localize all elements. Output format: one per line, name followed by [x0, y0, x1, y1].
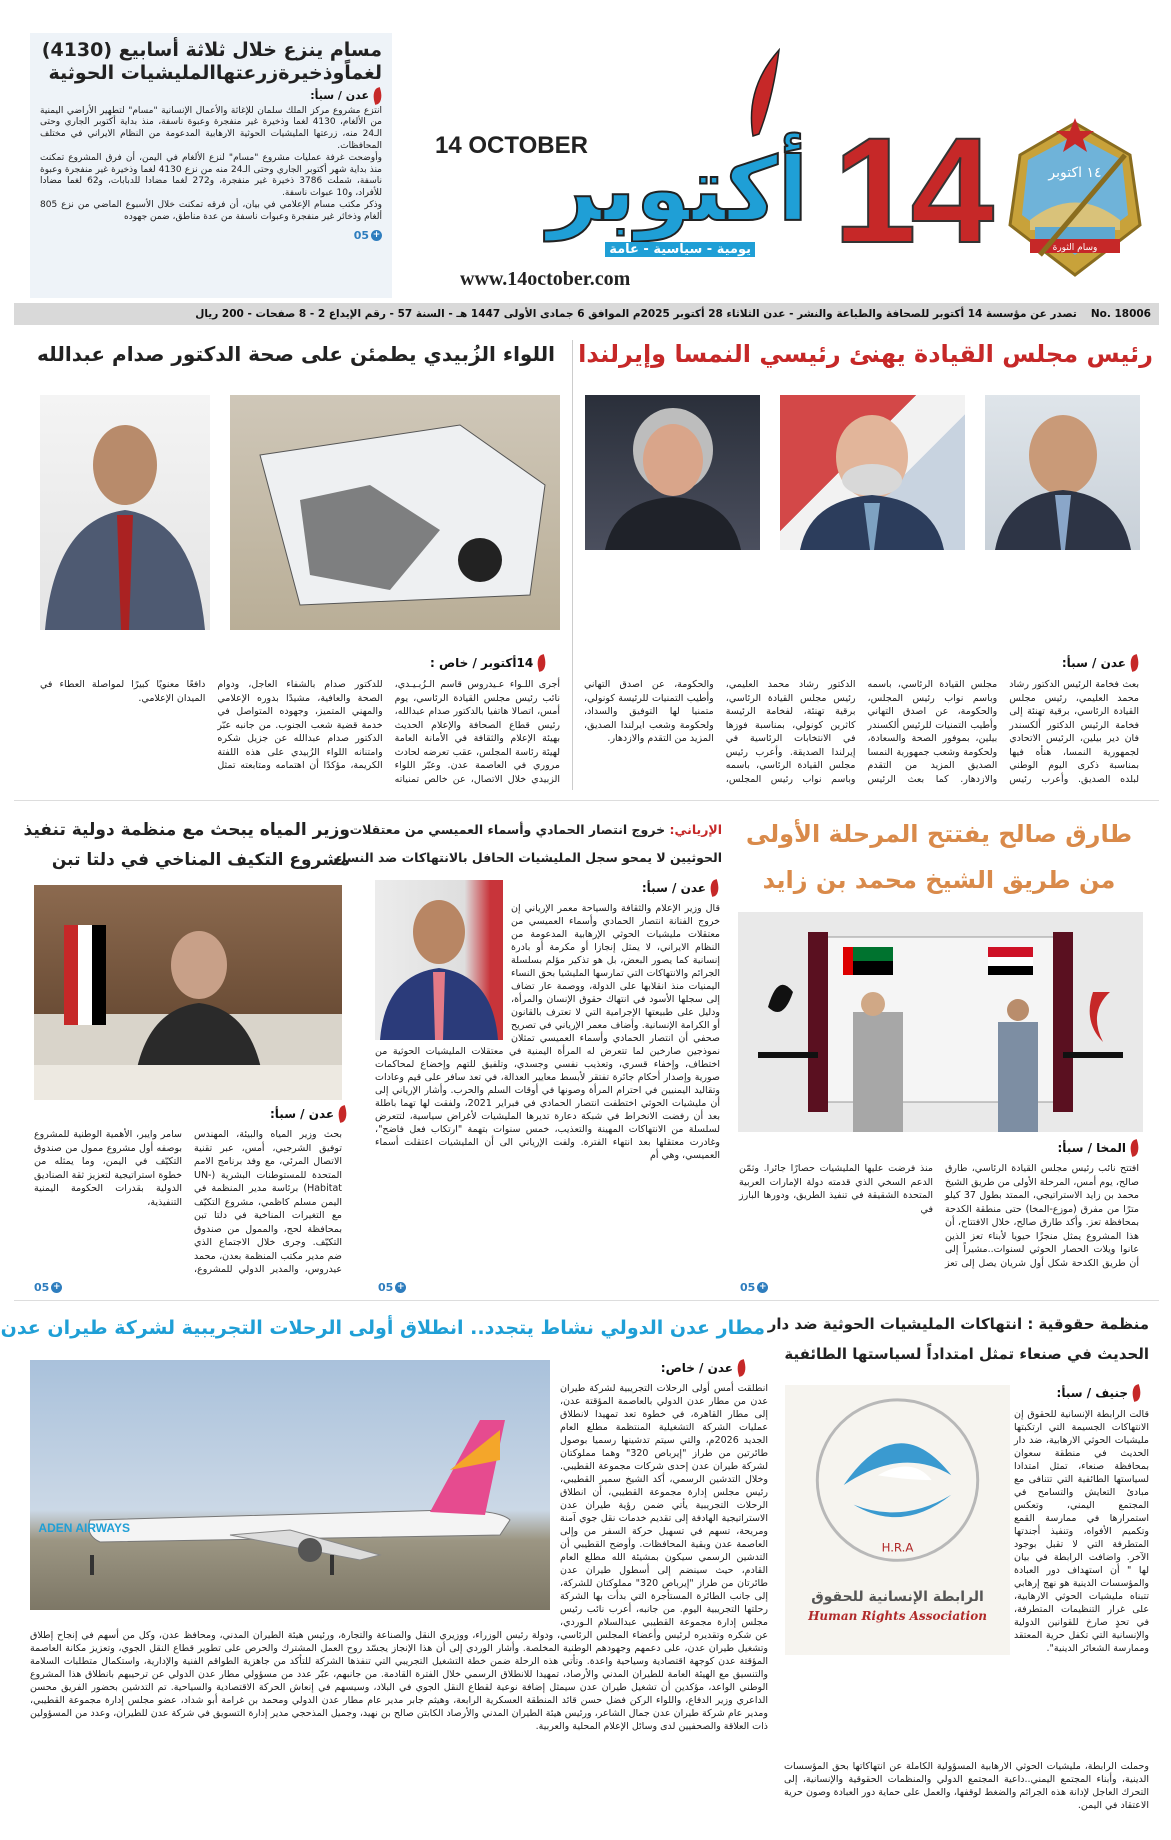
continue-link[interactable]: 05 +: [378, 1281, 405, 1294]
water-headline-1[interactable]: وزير المياه يبحث مع منظمة دولية تنفيذ: [23, 820, 350, 840]
tareq-headline-1[interactable]: طارق صالح يفتتح المرحلة الأولى: [745, 820, 1133, 848]
rights-body: قالت الرابطة الإنسانية للحقوق إن الانتهاكات الجسيمة التي ارتكبتها مليشيات الحوثي الارهابية، ضد دار الحديث في منطقة سعوان بمحافظة صنعاء، تمثل امتدادا لسياستها الطائفية التي تتنافى مع مبادئ التعايش والتسامح في المجتمع اليمني، وتعكس استمرارها في ممارسة القمع وتكميم الأفواه، وتنفيذ أجندتها المتطرفة التي لا تقبل بوجود الآخر. واضافت الرابطة في بيان لها " أن استهداف دور العبادة والمؤسسات الدينية هو نهج إرهابي تتبناه مليشيات الحوثي الارهابية، على غرار التنظيمات المتطرفة، في تحدٍ صارخ للقوانين الدولية والإنسانية التي تكفل حرية المعتقد وممارسة الشعائر الدينية".: [1014, 1409, 1149, 1654]
eryani-body-text: قال وزير الإعلام والثقافة والسياحة معمر الإرياني إن خروج الفنانة انتصار الحمادي وأسماء العميسي من معتقلات مليشيات الحوثي الإرهابية المدعومة من النظام الايراني، لا يمثل إنجازا أو مكرمة أو بادرة إنسانية كما يصور البعض، بل هو تذكير مؤلم بسلسلة الجرائم والانتهاكات التي تمارسها المليشيا بحق النساء اليمنيات منذ انقلابها على الدولة، ووصمة عار تضاف إلى سجلها الأسود في انتهاك حقوق الإنسان والمرأة، ودليل على طبيعتها الإجرامية التي لا تعترف بالقانون أو الكرامة الإنسانية. وأضاف معمر الإرياني في تصريح صحفي أن انتصار الحمادي وأسماء العميسي تمثلان نموذجين صارخين لما تتعرض له المرأة اليمنية في معتقلات المليشيات الحوثية من اختطاف، وإخفاء قسري، وتعذيب نفسي وجسدي، وتلفيق للتهم وإخضاع لمحاكمات صورية وإصدار أحكام جائرة تفتقر لأبسط معايير العدالة، في تعد سافر على قيم وعادات وتقاليد اليمنيين في احترام المرأة وصونها في أوقات السلم والحرب. وأشار الإرياني إلى أن مليشيات الحوثي اختطفت انتصار الحمادي في فبراير 2021، ولفقت لها تهما باطلة بعد أن رفضت الانخراط في شبكة دعارة تديرها المليشيات لأغراض سياسية، لتتعرض لسلسلة من الانتهاكات المهينة والتعذيب، خمس سنوات بتهمة "ارتكاب فعل فاضح"، وغادرت معتقلها بعد انتهاء الفترة. ولفت الإرياني الى أن المليشيات اعتقلت أسماء العميسي، وهي أم: [375, 903, 720, 1161]
road-inauguration-photo: [738, 912, 1143, 1132]
zubaidi-headline[interactable]: اللواء الزُبيدي يطمئن على صحة الدكتور صدام عبدالله: [37, 342, 555, 366]
dateline: عدن / سبأ:: [1062, 655, 1139, 671]
continue-link[interactable]: 05 +: [740, 1281, 767, 1294]
dateline: عدن / سبأ:: [40, 88, 382, 104]
plus-icon: +: [759, 1282, 767, 1292]
top-story-headline-1[interactable]: مسام ينزع خلال ثلاثة أسابيع (4130): [41, 39, 382, 61]
quill-icon: [336, 1105, 349, 1123]
dateline: المخا / سبأ:: [1057, 1140, 1139, 1156]
hra-arabic-name: الرابطة الإنسانية للحقوق: [811, 1589, 984, 1605]
info-bar: [14, 303, 1159, 325]
quill-icon: [1128, 654, 1141, 672]
tareq-body: افتتح نائب رئيس مجلس القيادة الرئاسي، طارق صالح، يوم أمس، المرحلة الأولى من طريق الشيخ محمد بن زايد الاستراتيجي، الممتد بطول 37 كيلو مترًا من مفرق (موزع-المخا) حتى منطقة الكدحة بمحافظة تعز. وأكد طارق صالح، خلال الافتتاح، أن هذا المشروع يمثل منجزًا حيويا لأبناء تعز الذين عانوا ويلات الحصار الحوثي لسنوات..مشيراً إلى أن طريق الكدحة شكل أول شريان يصل إلى تعز منذ فرضت عليها المليشيات حصارًا جائرا. وثمّن الدعم السخي الذي قدمته دولة الإمارات العربية المتحدة الشقيقة في تنفيذ الطريق، ودورها البارز في: [739, 1163, 1139, 1269]
leadership-headline[interactable]: رئيس مجلس القيادة يهنئ رئيسي النمسا وإيرلندا: [578, 340, 1153, 368]
emblem-ribbon: وسام الثورة: [1052, 243, 1098, 253]
airport-body-text: انطلقت أمس أولى الرحلات التجريبية لشركة طيران عدن من مطار عدن الدولي بالعاصمة المؤقتة عدن، إلى مطار القاهرة، في خطوة تعد تمهيدا لانطلاق عمليات الشركة التشغيلية المنتظمة مطلع العام الجديد 2026م، والتي سيتم تدشينها رسميا بوصول طائرتين من طراز "إيرباص 320" وهما مملوكتان لشركة طيران عدن إحدى شركات مجموعة القطيبي. وخلال التدشين الرسمي، أكد الشيخ سمير القطيبي، رئيس مجلس إدارة مجموعة القطيبي، أن انطلاق الرحلات التجريبية يأتي ضمن رؤية طيران عدن الاستراتيجية الهادفة إلى تقديم خدمات نقل جوي آمنة ومريحة، تسهم في تسهيل حركة السفر من وإلى العاصمة عدن وبقية المحافظات. وأوضح القطيبي أن التدشين الرسمي سيكون بمشيئة الله مطلع العام القادم، حيث سينضم إلى أسطول طيران عدن طائرتان من طراز "إيرباص 320" مملوكتان للشركة، إلى جانب الطائرة المستأجرة التي بدأت بها الشركة رحلتها التجريبية اليوم. من جانبه، أعرب نائب رئيس مجلس إدارة مجموعة القطيبي عبدالسلام الـوردي، عن شكره وتقديره لرئيس وأعضاء المجلس الرئاسي، ودولة رئيس الوزراء، ووزيري النقل والصناعة والتجارة، ورئيس هيئة الطيران المدني، ومحافظ عدن، وكل من أسهم في إنجاح إطلاق وتشغيل طيران عدن، على دعمهم وجهودهم الوطنية المخلصة. وأشار الوردي إلى أن هذا الإنجاز يجسّد روح العمل المشترك والحرص على تطوير قطاع النقل الجوي، وتعزيز مكانة العاصمة المؤقتة عدن كوجهة اقتصادية وسياحية واعدة. وتأتي هذه الرحلة ضمن خطة التشغيل التجريبي التي تنفذها الشركة للتأكد من جاهزية الطواقم الفنية والإدارية، واستكمال متطلبات السلامة والتنسيق مع الهيئة العامة للطيران المدني والأرصاد، تمهيدا للانطلاق الرسمي خلال الفترة القادمة. من جانبهم، عبّر عدد من مسؤولي مطار عدن الدولي عن ترحيبهم بانطلاق هذا المشروع الوطني الواعد، مؤكدين أن تشغيل طيران عدن سيمثل إضافة نوعية لقطاع النقل الجوي في البلاد، وسيسهم في إنعاش الحركة الاقتصادية والسياحية. تم التدشين بحضور الفريق محسن الداعري وزير الدفاع، واللواء الركن فضل حسن قائد المنطقة العسكرية الرابعة، وهيثم جابر مدير عام مطار عدن الدولي ومحمد بن غرامة أبو شداد، عضو مجلس إدارة مجموعة القطيبي، ومدير عام شركة طيران عدن جمال الشاعر، ورئيس هيئة الطيران المدني والأرصاد الكابتن صالح بن نهيد، وجميل المذحجي مدير إدارة التسويق في شركة عدن للطيران، وعدد من المسؤولين ذات العلاقة والصحفيين لدى وسائل الإعلام المحلية والعربية.: [30, 1383, 769, 1732]
quill-icon: [735, 1359, 748, 1377]
top-story-paragraph: وذكر مكتب مسام الإعلامي في بيان، أن فرقه تمكنت خلال الأسبوع الماضي من نزع 805 ألغام وذخائر غير منفجرة وعبوات ناسفة من عدة مناطق، ضمن جهوده: [40, 199, 382, 222]
top-story: [30, 33, 392, 298]
dateline: عدن / خاص:: [661, 1360, 746, 1376]
website-link[interactable]: www.14october.com: [460, 268, 631, 290]
water-headline-2[interactable]: مشروع التكيف المناخي في دلتا تبن: [51, 850, 350, 870]
plus-icon: +: [53, 1282, 61, 1292]
top-story-paragraph: وأوضحت غرفة عمليات مشروع "مسام" لنزع الألغام في اليمن، أن فرق المشروع تمكنت منذ بداية شهر أكتوبر الجاري وحتى الـ24 منه من نزع 4130 لغما وذخيرة غير منفجرة وعبوة ناسفة، شملت 3786 ذخيرة غير منفجرة، و272 لغما مضادا للدبابات، و62 لغما مضادا للأفراد، و10 عبوات ناسفة.: [40, 152, 382, 199]
issue-details: تصدر عن مؤسسة 14 أكتوبر للصحافة والطباعة والنشر - عدن الثلاثاء 28 أكتوبر 2025م الموافق 6 جمادى الأولى 1447 هـ - السنة 57 - رقم الإيداع 2 - 8 صفحات - 200 ريال: [195, 308, 1077, 320]
logo-english: 14 OCTOBER: [435, 132, 588, 159]
airport-headline[interactable]: مطار عدن الدولي نشاط يتجدد.. انطلاق أولى الرحلات التجريبية لشركة طيران عدن: [0, 1317, 765, 1339]
dateline: عدن / سبأ:: [642, 880, 719, 896]
divider: [572, 340, 573, 790]
eryani-body: [375, 902, 720, 1278]
continue-link[interactable]: 05 +: [34, 1281, 61, 1294]
eryani-headline-2[interactable]: الحوثيين لا يمحو سجل المليشيات الحافل بالانتهاكات ضد النساء: [335, 850, 722, 865]
logo-tagline: يومية - سياسية - عامة: [605, 242, 755, 257]
top-story-body: [40, 106, 382, 224]
president-connolly-photo: [585, 395, 760, 550]
plus-icon: +: [397, 1282, 405, 1292]
logo-number: 14: [833, 106, 988, 274]
airport-body: [30, 1382, 768, 1832]
eryani-headline-1[interactable]: [349, 820, 722, 840]
leadership-body: بعث فخامة الرئيس الدكتور رشاد محمد العليمي، رئيس مجلس القيادة الرئاسي، برقية تهنئة إلى فخامة الرئيس الدكتور ألكسندر فان دير بيلين، الرئيس الاتحادي لجمهورية النمسا، هنأه فيها بمناسبة ذكرى اليوم الوطني لبلده الصديق. وأعرب رئيس مجلس القيادة الرئاسي، باسمه وباسم نواب رئيس المجلس، والحكومة، عن اصدق التهاني وأطيب التمنيات للرئيس ألكسندر بيلين، بموفور الصحة والسعادة، ولحكومة وشعب جمهورية النمسا الصديق المزيد من التقدم والازدهار. كما بعث الرئيس الدكتور رشاد محمد العليمي، رئيس مجلس القيادة الرئاسي، برقية تهنئة، لفخامة الرئيسة كاثرين كونولي، بمناسبة فوزها في الانتخابات الرئاسية في إيرلندا الصديقة. وأعرب رئيس مجلس القيادة الرئاسي، باسمه وباسم نواب رئيس المجلس، والحكومة، عن اصدق التهاني وأطيب التمنيات للرئيسة كونولي، متمنيا لها التوفيق والسداد، ولحكومة وشعب ايرلندا الصديق، المزيد من التقدم والازدهار.: [584, 679, 1139, 785]
water-minister-photo: [34, 885, 342, 1100]
dateline: 14أكتوبر / خاص :: [430, 655, 546, 671]
water-body: بحث وزير المياه والبيئة، المهندس توفيق الشرجبي، أمس، عبر تقنية الاتصال المرئي، مع وفد برنامج الامم المتحدة للمستوطنات البشرية (UN-Habitat) برئاسة مدير المنظمة في اليمن مسلم كاظمي، مشروع التكيّف مع التغيرات المناخية في دلتا تبن بمحافظة لحج، والممول من صندوق التكيّف. وجرى خلال الاجتماع الذي ضم مدير مكتب المنظمة بعدن، محمد عيدروس، والمدير الدولي للمشروع، سامر وايبر، الأهمية الوطنية للمشروع بوصفه أول مشروع ممول من صندوق التكيّف في اليمن، وما يمثله من خطوة استراتيجية لتعزيز ثقة الصناديق الدولية بقدرات الحكومة اليمنية التنفيذية،: [34, 1129, 342, 1275]
hra-english-name: Human Rights Association: [808, 1609, 987, 1623]
dateline: عدن / سبأ:: [270, 1106, 347, 1122]
president-van-der-bellen-photo: [780, 395, 965, 550]
masthead: [410, 20, 1160, 295]
divider: [14, 1300, 1159, 1301]
plus-icon: +: [372, 229, 381, 240]
october-emblem-icon: [1000, 115, 1150, 285]
logo-word: أكتوبر: [547, 138, 808, 241]
quill-icon: [1128, 1139, 1141, 1157]
quill-icon: [371, 87, 384, 105]
zubaidi-body: أجرى اللـواء عـيدروس قاسم الـزُبـيـدي، نائب رئيس مجلس القيادة الرئاسي، يوم أمس، اتصالا هاتفيا بالدكتور صدام عبدالله، رئيس قطاع الصحافة والإعلام الحديث بهيئة الإعلام والثقافة في الأمانة العامة لهيئة رئاسة المجلس، عقب تعرضه لحادث مروري في العاصمة عدن. وعبّر اللواء الزبيدي خلال الاتصال، عن خالص تمنياته للدكتور صدام بالشفاء العاجل، ودوام الصحة والعافية، مشيدًا بدوره الإعلامي والمهني المتميز، وجهوده المتواصل في خدمة قضية شعب الجنوب. من جانبه عبّر الدكتور صدام عبدالله عن جزيل شكره وامتنانه اللواء الزُبيدي على هذه اللفتة الكريمة، مؤكدًا أن اهتمامه ومتابعته تمثل دافعًا معنويًا كبيرًا لمواصلة العطاء في الميدان الإعلامي.: [40, 679, 560, 785]
emblem-text: ١٤ اكتوبر: [1048, 165, 1102, 181]
president-alimi-photo: [985, 395, 1140, 550]
quill-icon: [708, 879, 721, 897]
eryani-headline-prefix: الإرياني:: [669, 822, 722, 837]
quill-icon: [1130, 1384, 1143, 1402]
hra-abbr: H.R.A: [881, 1540, 914, 1555]
top-story-paragraph: انتزع مشروع مركز الملك سلمان للإغاثة والأعمال الإنسانية "مسام" لتطهير الأراضي اليمنية من الألغام، 4130 لغما وذخيرة غير منفجرة وعبوة ناسفة، منذ بداية أكتوبر الجاري وحتى الـ24 منه، زرعتها المليشيات الحوثية الارهابية المدعومة من النظام الايراني في مختلف المحافظات.: [40, 105, 382, 151]
dateline: جنيف / سبأ:: [1057, 1385, 1141, 1401]
rights-headline-2[interactable]: الحديث في صنعاء تمثل امتداداً لسياستها الطائفية: [784, 1345, 1149, 1363]
issue-number: No. 18006: [1090, 308, 1151, 320]
divider: [14, 800, 1159, 801]
damaged-car-photo: [230, 395, 560, 630]
saddam-abdullah-photo: [40, 395, 210, 630]
quill-icon: [535, 654, 548, 672]
tareq-headline-2[interactable]: من طريق الشيخ محمد بن زايد: [762, 866, 1116, 894]
top-story-headline-2[interactable]: لغماًوذخيرةزرعتهاالمليشيات الحوثية: [48, 61, 382, 84]
hra-logo: [785, 1385, 1010, 1655]
continue-link[interactable]: 05 +: [353, 228, 381, 242]
plane-livery: ADEN AIRWAYS: [38, 1521, 130, 1535]
eryani-headline-text: خروج انتصار الحمادي وأسماء العميسي من معتقلات: [349, 822, 666, 837]
rights-headline-1[interactable]: منظمة حقوقية : انتهاكات المليشيات الحوثية ضد دار: [767, 1315, 1149, 1333]
rights-body-wide: وحملت الرابطة، مليشيات الحوثي الارهابية المسؤولية الكاملة عن انتهاكاتها بحق المؤسسات الدينية، وأبناء المجتمع اليمني..داعية المجتمع الدولي والمنظمات الحقوقية والإنسانية، إلى التحرك العاجل لإدانة هذه الجرائم والضغط لوقفها، والعمل على حماية دور العبادة وصون حرية الاعتقاد في اليمن.: [784, 1761, 1149, 1811]
